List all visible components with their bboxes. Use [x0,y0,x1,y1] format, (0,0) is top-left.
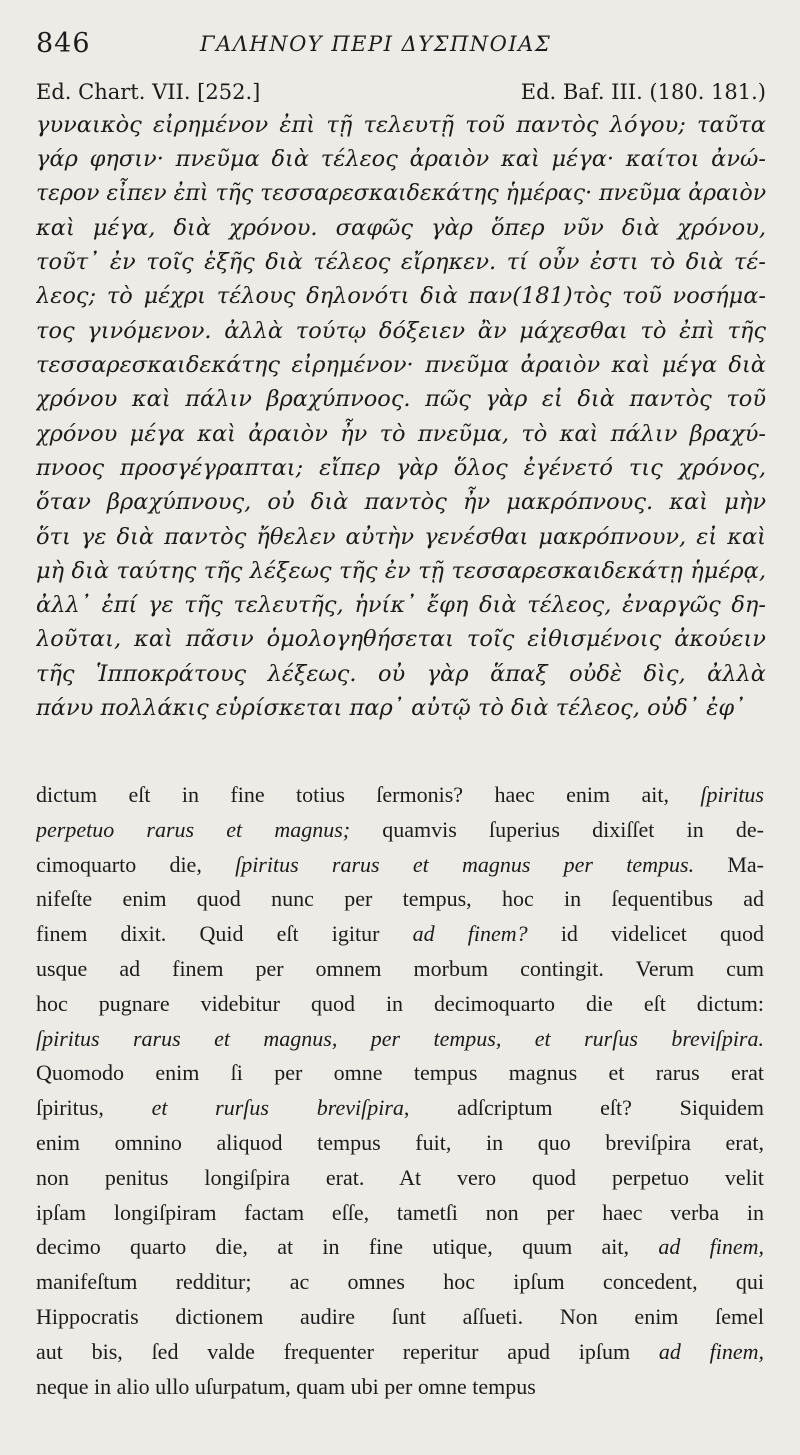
latin-line: usque ad finem per omnem morbum contingit. Verum cum [36,955,764,981]
greek-line: τοῦτ᾽ ἐν τοῖς ἑξῆς διὰ τέλεος εἴρηκεν. τί οὖν ἐστι τὸ διὰ τέ- [36,249,766,276]
edition-reference-left: Ed. Chart. VII. [252.] [36,80,261,104]
greek-line: μὴ διὰ ταύτης τῆς λέξεως τῆς ἐν τῇ τεσσαρεσκαιδεκάτῃ ἡμέρᾳ, [36,557,766,584]
latin-line: non penitus longiſpira erat. At vero quod perpetuo velit [36,1164,764,1190]
greek-line: λοῦται, καὶ πᾶσιν ὁμολογηθήσεται τοῖς εἰθισμένοις ἀκούειν [36,626,766,653]
latin-line: neque in alio ullo uſurpatum, quam ubi per omne tempus [36,1373,536,1399]
latin-line: perpetuo rarus et magnus; quamvis ſuperius dixiſſet in de- [36,816,764,842]
latin-line: nifeſte enim quod nunc per tempus, hoc in ſequentibus ad [36,886,764,912]
greek-text-block [36,108,766,725]
greek-line: τῆς Ἱπποκράτους λέξεως. οὐ γὰρ ἅπαξ οὐδὲ δὶς, ἀλλὰ [36,660,766,687]
latin-line: enim omnino aliquod tempus fuit, in quo breviſpira erat, [36,1129,764,1155]
latin-line: dictum eſt in fine totius ſermonis? haec enim ait, ſpiritus [36,782,764,807]
latin-line: cimoquarto die, ſpiritus rarus et magnus per tempus. Ma- [36,851,764,877]
running-title: ΓΑΛΗΝΟΥ ΠΕΡΙ ΔΥΣΠΝΟΙΑΣ [200,32,552,56]
greek-line: ὅτι γε διὰ παντὸς ἤθελεν αὐτὴν γενέσθαι μακρόπνουν, εἰ καὶ [36,523,766,550]
latin-line: ipſam longiſpiram factam eſſe, tametſi non per haec verba in [36,1199,764,1225]
latin-line: ſpiritus, et rurſus breviſpira, adſcriptum eſt? Siquidem [36,1095,764,1121]
greek-line: πνοος προσγέγραπται; εἴπερ γὰρ ὅλος ἐγένετό τις χρόνος, [36,454,766,481]
latin-line: finem dixit. Quid eſt igitur ad finem? id videlicet quod [36,921,764,947]
greek-line: καὶ μέγα, διὰ χρόνου. σαφῶς γὰρ ὅπερ νῦν διὰ χρόνου, [36,214,766,241]
greek-line: ἀλλ᾽ ἐπί γε τῆς τελευτῆς, ἡνίκ᾽ ἔφη διὰ τέλεος, ἐναργῶς δη- [36,592,766,619]
greek-line: τερον εἶπεν ἐπὶ τῆς τεσσαρεσκαιδεκάτης ἡμέρας· πνεῦμα ἀραιὸν [36,180,766,206]
greek-line: χρόνου καὶ πάλιν βραχύπνοος. πῶς γὰρ εἰ διὰ παντὸς τοῦ [36,386,766,413]
latin-line: ſpiritus rarus et magnus, per tempus, et rurſus breviſpira. [36,1025,764,1051]
greek-line: τεσσαρεσκαιδεκάτης εἰρημένον· πνεῦμα ἀραιὸν καὶ μέγα διὰ [36,352,766,379]
greek-line: γυναικὸς εἰρημένον ἐπὶ τῇ τελευτῇ τοῦ παντὸς λόγου; ταῦτα [36,112,766,138]
latin-line: manifeſtum redditur; ac omnes hoc ipſum concedent, qui [36,1269,764,1295]
latin-line: Quomodo enim ſi per omne tempus magnus et rarus erat [36,1060,764,1086]
greek-line: τος γινόμενον. ἀλλὰ τούτῳ δόξειεν ἂν μάχεσθαι τὸ ἐπὶ τῆς [36,317,766,344]
latin-line: Hippocratis dictionem audire ſunt aſſueti. Non enim ſemel [36,1303,764,1329]
greek-line: γάρ φησιν· πνεῦμα διὰ τέλεος ἀραιὸν καὶ μέγα· καίτοι ἀνώ- [36,146,766,173]
greek-line: χρόνου μέγα καὶ ἀραιὸν ἦν τὸ πνεῦμα, τὸ καὶ πάλιν βραχύ- [36,420,766,447]
greek-line: πάνυ πολλάκις εὑρίσκεται παρ᾽ αὐτῷ τὸ διὰ τέλεος, οὐδ᾽ ἐφ᾽ [36,695,746,722]
latin-line: aut bis, ſed valde frequenter reperitur apud ipſum ad finem, [36,1338,764,1364]
edition-reference-right: Ed. Baf. III. (180. 181.) [520,80,766,104]
latin-line: decimo quarto die, at in fine utique, quum ait, ad finem, [36,1234,764,1260]
greek-line: λεος; τὸ μέχρι τέλους δηλονότι διὰ παν(181)τὸς τοῦ νοσήμα- [36,283,766,310]
latin-text-block [36,778,764,1404]
latin-line: hoc pugnare videbitur quod in decimoquarto die eſt dictum: [36,990,764,1016]
greek-line: ὅταν βραχύπνους, οὐ διὰ παντὸς ἦν μακρόπνους. καὶ μὴν [36,489,766,516]
page-number: 846 [36,28,91,59]
